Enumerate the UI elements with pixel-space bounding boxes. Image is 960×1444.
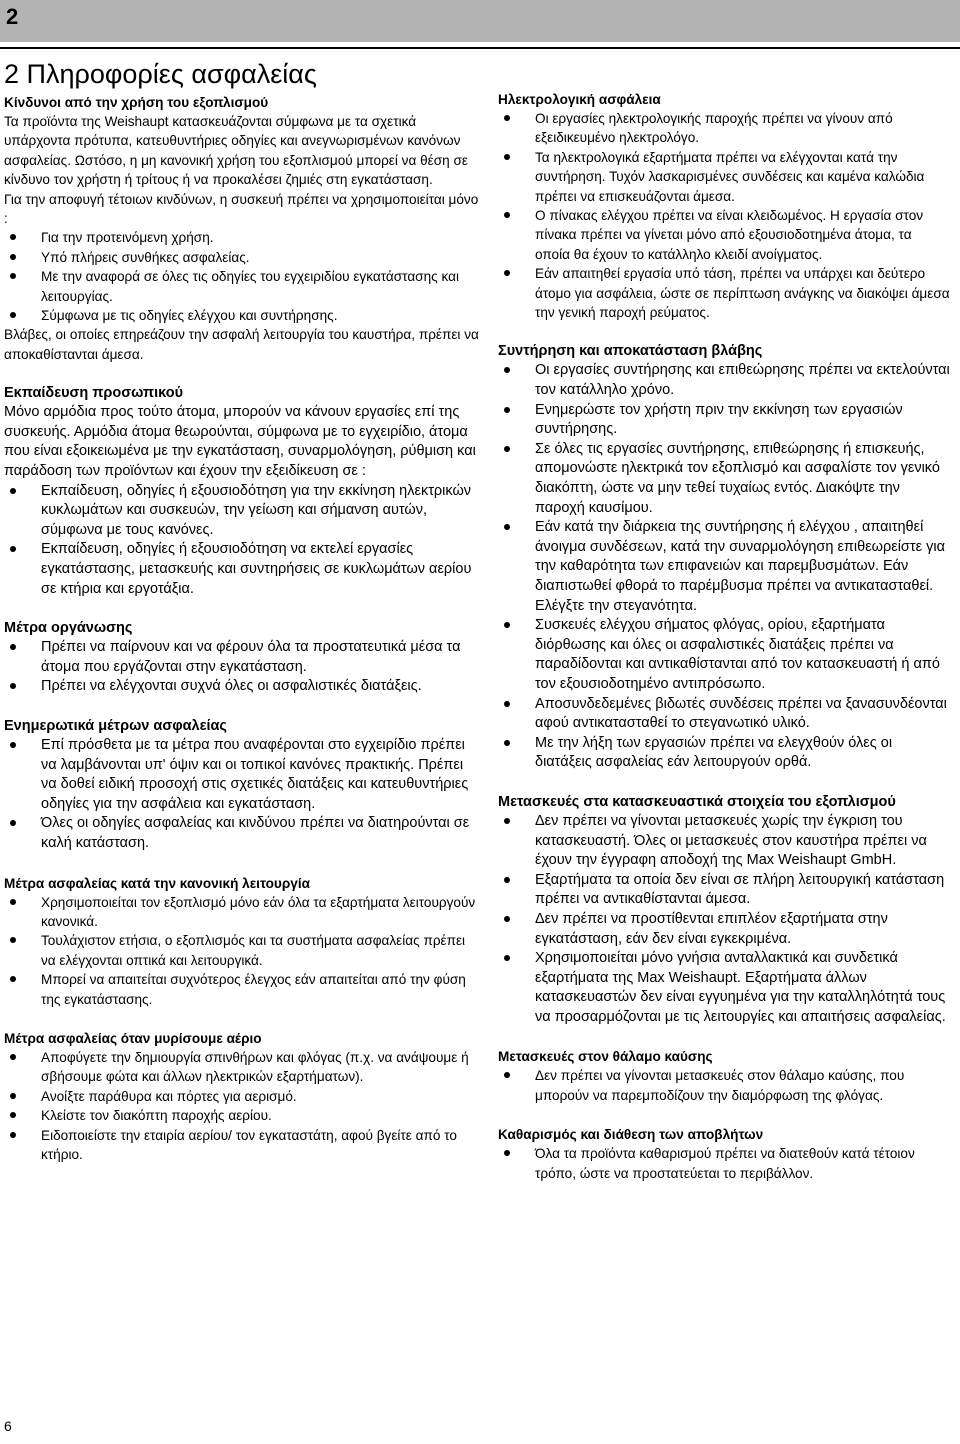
list-item: Οι εργασίες ηλεκτρολογικής παροχής πρέπει να γίνουν από εξειδικευμένο ηλεκτρολόγο.	[498, 109, 950, 148]
list-item: Μπορεί να απαιτείται συχνότερος έλεγχος εάν απαιτείται από την φύση της εγκατάστασης.	[4, 970, 482, 1009]
left-column	[4, 58, 482, 1184]
list-item: Δεν πρέπει να προστίθενται επιπλέον εξαρτήματα στην εγκατάσταση, εάν δεν είναι εγκεκριμένα.	[498, 910, 950, 949]
section-equipment-hazards	[4, 93, 482, 364]
list-item: Τα ηλεκτρολογικά εξαρτήματα πρέπει να ελέγχονται κατά την συντήρηση. Τυχόν λασκαρισμένες συνδέσεις και καμένα καλώδια πρέπει να επισκευάζονται άμεσα.	[498, 148, 950, 206]
section-normal-operation	[4, 874, 482, 1009]
list-item: Αποφύγετε την δημιουργία σπινθήρων και φλόγας (π.χ. να ανάψουμε ή σβήσουμε φώτα και άλλων ηλεκτρικών εξαρτήματων).	[4, 1048, 482, 1087]
section-heading: Εκπαίδευση προσωπικού	[4, 385, 184, 402]
list-item: Ενημερώστε τον χρήστη πριν την εκκίνηση των εργασιών συντήρησης.	[498, 401, 950, 440]
list-item: Δεν πρέπει να γίνονται μετασκευές στον θάλαμο καύσης, που μπορούν να παρεμποδίζουν την διαμόρφωση της φλόγας.	[498, 1066, 950, 1105]
bullet-list	[4, 482, 482, 600]
right-column	[498, 90, 950, 1203]
section-heading: Μετασκευές στα κατασκευαστικά στοιχεία του εξοπλισμού	[498, 793, 896, 810]
bullet-list	[4, 893, 482, 1009]
list-item: Τουλάχιστον ετήσια, ο εξοπλισμός και τα συστήματα ασφαλείας πρέπει να ελέγχονται οπτικά και λειτουργικά.	[4, 931, 482, 970]
list-item: Χρησιμοποιείται μόνο γνήσια ανταλλακτικά και συνδετικά εξαρτήματα της Max Weishaupt. Εξαρτήματα άλλων κατασκευαστών δεν είναι εγγυημένα για την καταλληλότητά τους να προσαρμόζονται με τις λειτουργίες και απαιτήσεις ασφαλείας.	[498, 949, 950, 1027]
section-heading: Ηλεκτρολογική ασφάλεια	[498, 92, 661, 107]
list-item: Σε όλες τις εργασίες συντήρησης, επιθεώρησης ή επισκευής, απομονώστε ηλεκτρικά τον εξοπλισμό και ασφαλίστε τον γενικό διακόπτη, ώστε να μην τεθεί τυχαίως εντός. Διακόψτε την παροχή καυσίμου.	[498, 440, 950, 518]
list-item: Εάν απαιτηθεί εργασία υπό τάση, πρέπει να υπάρχει και δεύτερο άτομο για ασφάλεια, ώστε σε περίπτωση ανάγκης να διακόψει άμεσα την γενική παροχή ρεύματος.	[498, 264, 950, 322]
section-organization-measures	[4, 619, 482, 697]
list-item: Πρέπει να παίρνουν και να φέρουν όλα τα προστατευτικά μέσα τα άτομα που εργάζονται στην εγκατάσταση.	[4, 638, 482, 677]
section-electrical-safety	[498, 90, 950, 322]
list-item: Όλα τα προϊόντα καθαρισμού πρέπει να διατεθούν κατά τέτοιον τρόπο, ώστε να προστατεύεται το περιβάλλον.	[498, 1144, 950, 1183]
section-heading: Μέτρα ασφαλείας όταν μυρίσουμε αέριο	[4, 1031, 262, 1046]
list-item: Οι εργασίες συντήρησης και επιθεώρησης πρέπει να εκτελούνται τον κατάλληλο χρόνο.	[498, 361, 950, 400]
list-item: Αποσυνδεδεμένες βιδωτές συνδέσεις πρέπει να ξανασυνδέονται αφού αντικατασταθεί το στεγανωτικό υλικό.	[498, 695, 950, 734]
bullet-list	[498, 361, 950, 772]
paragraph: Μόνο αρμόδια προς τούτο άτομα, μπορούν να κάνουν εργασίες επί της συσκευής. Αρμόδια άτομα θεωρούνται, σύμφωνα με το εγχειρίδιο, άτομα που είναι εξοικειωμένα με την εγκατάσταση, συναρμολόγηση, ρύθμιση και παράδοση των προϊόντων και έχουν την εξειδίκευση σε :	[4, 404, 476, 480]
section-heading: Ενημερωτικά μέτρων ασφαλείας	[4, 718, 227, 734]
list-item: Εάν κατά την διάρκεια της συντήρησης ή ελέγχου , απαιτηθεί άνοιγμα συνδέσεων, κατά την συναρμολόγηση επιθεωρείστε για την καθαρότητα των επιφανειών και παρεμβυσμάτων. Εάν διαπιστωθεί φθορά το παρέμβυσμα πρέπει να αντικατασταθεί. Ελέγξτε την στεγανότητα.	[498, 518, 950, 616]
section-heading: Καθαρισμός και διάθεση των αποβλήτων	[498, 1127, 764, 1143]
bullet-list	[4, 736, 482, 854]
section-cleaning-disposal	[498, 1125, 950, 1183]
bullet-list	[498, 109, 950, 322]
section-combustion-chamber	[498, 1047, 950, 1105]
bullet-list	[4, 1048, 482, 1164]
list-item: Ανοίξτε παράθυρα και πόρτες για αερισμό.	[4, 1087, 482, 1106]
list-item: Εκπαίδευση, οδηγίες ή εξουσιοδότηση να εκτελεί εργασίες εγκατάστασης, μετασκευής και συντηρήσεις σε κυκλωμάτων αερίου σε κτήρια και εργοτάξια.	[4, 540, 482, 599]
list-item: Με την λήξη των εργασιών πρέπει να ελεγχθούν όλες οι διατάξεις ασφαλείας εάν λειτουργούν ορθά.	[498, 734, 950, 773]
list-item: Για την προτεινόμενη χρήση.	[4, 228, 482, 247]
list-item: Χρησιμοποιείται τον εξοπλισμό μόνο εάν όλα τα εξαρτήματα λειτουργούν κανονικά.	[4, 893, 482, 932]
chapter-bar	[0, 0, 960, 42]
list-item: Με την αναφορά σε όλες τις οδηγίες του εγχειριδίου εγκατάστασης και λειτουργίας.	[4, 267, 482, 306]
list-item: Συσκευές ελέγχου σήματος φλόγας, ορίου, εξαρτήματα διόρθωσης και όλες οι ασφαλιστικές διατάξεις πρέπει να παραδίδονται και αντικαθίστανται από τον κατασκευαστή ή από τον εξουσιοδοτημένο αντιπρόσωπο.	[498, 616, 950, 694]
list-item: Πρέπει να ελέγχονται συχνά όλες οι ασφαλιστικές διατάξεις.	[4, 677, 482, 697]
bullet-list	[498, 1066, 950, 1105]
section-safety-info	[4, 717, 482, 854]
bullet-list	[498, 1144, 950, 1183]
list-item: Σύμφωνα με τις οδηγίες ελέγχου και συντήρησης.	[4, 306, 482, 325]
section-heading: Μέτρα οργάνωσης	[4, 620, 133, 637]
paragraph: Βλάβες, οι οποίες επηρεάζουν την ασφαλή λειτουργία του καυστήρα, πρέπει να αποκαθίστανται άμεσα.	[4, 327, 479, 362]
list-item: Κλείστε τον διακόπτη παροχής αερίου.	[4, 1106, 482, 1125]
header-rule	[0, 47, 960, 49]
page-title: 2 Πληροφορίες ασφαλείας	[4, 59, 317, 89]
section-modifications-components	[498, 793, 950, 1028]
list-item: Επί πρόσθετα με τα μέτρα που αναφέρονται στο εγχειρίδιο πρέπει να λαμβάνονται υπ' όψιν και οι τοπικοί κανόνες πρακτικής. Πρέπει να δοθεί ειδική προσοχή στις σχετικές διατάξεις και κατευθυντήριες οδηγίες για την ασφάλεια και εγκατάσταση.	[4, 736, 482, 814]
section-maintenance	[498, 342, 950, 772]
section-heading: Μετασκευές στον θάλαμο καύσης	[498, 1049, 713, 1065]
bullet-list	[498, 812, 950, 1028]
section-staff-training	[4, 384, 482, 599]
paragraph: Για την αποφυγή τέτοιων κινδύνων, η συσκευή πρέπει να χρησιμοποιείται μόνο :	[4, 191, 479, 227]
list-item: Όλες οι οδηγίες ασφαλείας και κινδύνου πρέπει να διατηρούνται σε καλή κατάσταση.	[4, 814, 482, 853]
list-item: Ο πίνακας ελέγχου πρέπει να είναι κλειδωμένος. Η εργασία στον πίνακα πρέπει να γίνεται μόνο από εξουσιοδοτημένα άτομα, τα οποία θα έχουν το κατάλληλο κλειδί ανοίγματος.	[498, 206, 950, 264]
list-item: Εκπαίδευση, οδηγίες ή εξουσιοδότηση για την εκκίνηση ηλεκτρικών κυκλωμάτων και συσκευών, την γείωση και σήμανση αυτών, σύμφωνα με τους κανόνες.	[4, 482, 482, 541]
bullet-list	[4, 228, 482, 325]
section-gas-smell	[4, 1029, 482, 1164]
paragraph: Τα προϊόντα της Weishaupt κατασκευάζονται σύμφωνα με τα σχετικά υπάρχοντα πρότυπα, κατευθυντήριες οδηγίες και ανεγνωρισμένων κανόνων ασφαλείας. Ωστόσο, η μη κανονική χρήση του εξοπλισμού μπορεί να θέση σε κίνδυνο τον χρήστη ή τρίτους ή να προκαλέσει ζημιές στη εγκατάσταση.	[4, 114, 468, 188]
section-heading: Κίνδυνοι από την χρήση του εξοπλισμού	[4, 95, 269, 110]
section-heading: Συντήρηση και αποκατάσταση βλάβης	[498, 343, 763, 360]
list-item: Ειδοποιείστε την εταιρία αερίου/ τον εγκαταστάτη, αφού βγείτε από το κτήριο.	[4, 1126, 482, 1165]
section-heading: Μέτρα ασφαλείας κατά την κανονική λειτουργία	[4, 875, 310, 891]
chapter-number: 2	[6, 4, 19, 29]
list-item: Υπό πλήρεις συνθήκες ασφαλείας.	[4, 248, 482, 267]
bullet-list	[4, 638, 482, 697]
list-item: Εξαρτήματα τα οποία δεν είναι σε πλήρη λειτουργική κατάσταση πρέπει να αντικαθίστανται άμεσα.	[498, 871, 950, 910]
page-number: 6	[4, 1418, 12, 1434]
list-item: Δεν πρέπει να γίνονται μετασκευές χωρίς την έγκριση του κατασκευαστή. Όλες οι μετασκευές στον καυστήρα πρέπει να έχουν την έγγραφη αποδοχή της Max Weishaupt GmbH.	[498, 812, 950, 871]
